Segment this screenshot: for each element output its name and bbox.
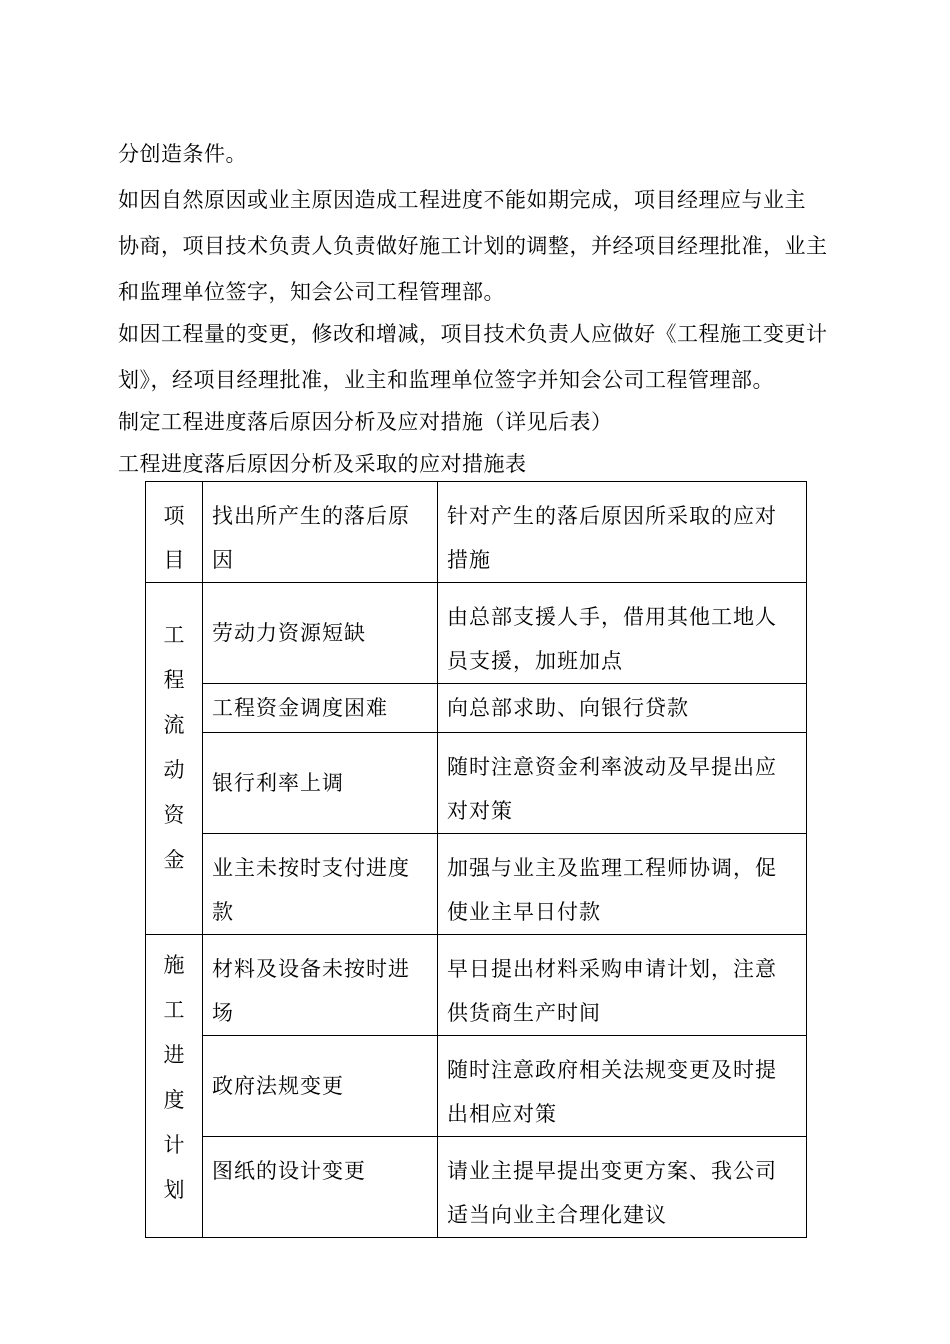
paragraph-analysis-note bbox=[118, 399, 838, 445]
cause-cell bbox=[203, 1036, 438, 1137]
text-line: 如因工程量的变更，修改和增减，项目技术负责人应做好《工程施工变更计 bbox=[118, 322, 828, 346]
text-line: 如因自然原因或业主原因造成工程进度不能如期完成，项目经理应与业主 bbox=[118, 188, 806, 212]
measure-cell bbox=[438, 1036, 807, 1137]
measure-text: 加强与业主及监理工程师协调，促使业主早日付款 bbox=[447, 856, 777, 924]
text-line: 工程进度落后原因分析及采取的应对措施表 bbox=[118, 452, 527, 476]
table-row bbox=[146, 935, 807, 1036]
measure-cell bbox=[438, 583, 807, 684]
group-label: 施工进度计划 bbox=[163, 953, 185, 1202]
measure-cell bbox=[438, 1137, 807, 1238]
table-row bbox=[146, 684, 807, 733]
header-item: 项目 bbox=[163, 504, 185, 572]
measure-text: 向总部求助、向银行贷款 bbox=[447, 696, 689, 720]
table-row bbox=[146, 1137, 807, 1238]
text-line: 和监理单位签字，知会公司工程管理部。 bbox=[118, 280, 505, 304]
cause-cell bbox=[203, 684, 438, 733]
header-item-cell bbox=[146, 482, 203, 583]
group-label-cell bbox=[146, 935, 203, 1238]
table-row bbox=[146, 583, 807, 684]
table-row bbox=[146, 834, 807, 935]
cause-text: 银行利率上调 bbox=[212, 771, 344, 795]
delay-measures-table bbox=[145, 481, 807, 1238]
table-header-row bbox=[146, 482, 807, 583]
table-row bbox=[146, 733, 807, 834]
cause-text: 图纸的设计变更 bbox=[212, 1159, 366, 1183]
cause-cell bbox=[203, 1137, 438, 1238]
measure-text: 随时注意政府相关法规变更及时提出相应对策 bbox=[447, 1058, 777, 1126]
paragraph-intro-fragment bbox=[118, 131, 838, 177]
text-line: 协商，项目技术负责人负责做好施工计划的调整，并经项目经理批准，业主 bbox=[118, 234, 828, 258]
cause-text: 材料及设备未按时进场 bbox=[212, 957, 410, 1025]
cause-cell bbox=[203, 834, 438, 935]
paragraph-quantity-change bbox=[118, 311, 838, 403]
measure-text: 早日提出材料采购申请计划，注意供货商生产时间 bbox=[447, 957, 777, 1025]
measure-text: 随时注意资金利率波动及早提出应对对策 bbox=[447, 755, 777, 823]
header-cause-cell bbox=[203, 482, 438, 583]
measure-cell bbox=[438, 834, 807, 935]
header-measure: 针对产生的落后原因所采取的应对措施 bbox=[447, 504, 777, 572]
text-line: 制定工程进度落后原因分析及应对措施（详见后表） bbox=[118, 410, 613, 434]
text-line: 分创造条件。 bbox=[118, 142, 247, 166]
paragraph-natural-delay bbox=[118, 177, 838, 315]
measure-cell bbox=[438, 684, 807, 733]
cause-text: 劳动力资源短缺 bbox=[212, 621, 366, 645]
text-line: 划》，经项目经理批准，业主和监理单位签字并知会公司工程管理部。 bbox=[118, 368, 774, 392]
cause-cell bbox=[203, 733, 438, 834]
measure-text: 由总部支援人手，借用其他工地人员支援，加班加点 bbox=[447, 605, 777, 673]
cause-cell bbox=[203, 935, 438, 1036]
measure-cell bbox=[438, 935, 807, 1036]
header-cause: 找出所产生的落后原因 bbox=[212, 504, 410, 572]
cause-text: 政府法规变更 bbox=[212, 1074, 344, 1098]
cause-cell bbox=[203, 583, 438, 684]
cause-text: 业主未按时支付进度款 bbox=[212, 856, 410, 924]
cause-text: 工程资金调度困难 bbox=[212, 696, 388, 720]
group-label-cell bbox=[146, 583, 203, 935]
measure-text: 请业主提早提出变更方案、我公司适当向业主合理化建议 bbox=[447, 1159, 777, 1227]
header-measure-cell bbox=[438, 482, 807, 583]
measure-cell bbox=[438, 733, 807, 834]
group-label: 工程流动资金 bbox=[163, 623, 185, 872]
table-row bbox=[146, 1036, 807, 1137]
